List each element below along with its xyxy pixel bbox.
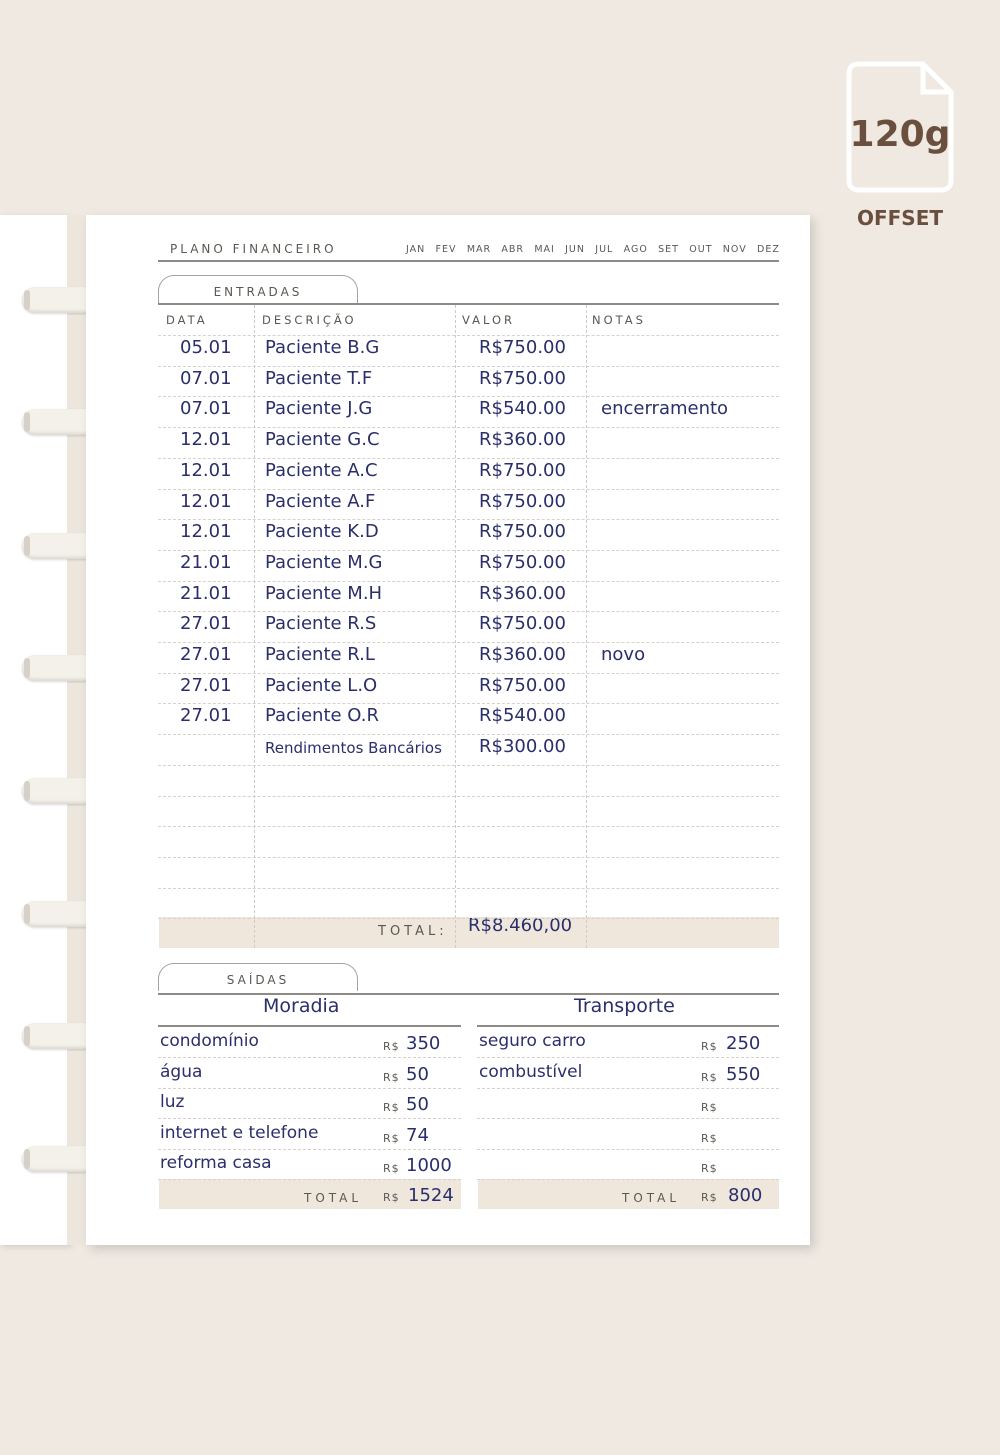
row-line xyxy=(158,335,779,336)
row-line xyxy=(158,489,779,490)
entradas-cell-data: 27.01 xyxy=(180,674,232,696)
row-line xyxy=(158,581,779,582)
moradia-value: 50 xyxy=(406,1094,429,1115)
entradas-total-label: TOTAL: xyxy=(378,924,448,939)
entradas-total-value: R$8.460,00 xyxy=(468,915,573,936)
transporte-row-line xyxy=(477,1057,779,1058)
transporte-currency: R$ xyxy=(701,1101,718,1114)
month-selector xyxy=(406,244,780,255)
entradas-divider xyxy=(158,303,779,305)
entradas-cell-descricao: Paciente A.F xyxy=(265,490,376,512)
entradas-cell-data: 07.01 xyxy=(180,367,232,389)
month-out[interactable]: OUT xyxy=(689,244,713,255)
moradia-value: 1000 xyxy=(406,1155,452,1176)
moradia-value: 74 xyxy=(406,1124,429,1146)
moradia-item: internet e telefone xyxy=(160,1122,319,1143)
entradas-cell-data: 07.01 xyxy=(180,398,232,420)
transporte-row-line xyxy=(477,1149,779,1150)
entradas-cell-valor: R$360.00 xyxy=(479,429,566,451)
transporte-currency: R$ xyxy=(701,1131,718,1145)
row-line xyxy=(158,765,779,766)
month-jan[interactable]: JAN xyxy=(406,244,426,255)
row-line xyxy=(158,366,779,367)
entradas-cell-descricao: Paciente R.L xyxy=(265,644,375,665)
tab-entradas: ENTRADAS xyxy=(158,275,358,303)
entradas-cell-notas: encerramento xyxy=(601,398,729,420)
header-divider xyxy=(158,260,779,262)
row-line xyxy=(158,857,779,858)
entradas-cell-descricao: Paciente R.S xyxy=(265,613,377,635)
entradas-cell-data: 12.01 xyxy=(180,429,232,451)
row-line xyxy=(158,396,779,397)
entradas-cell-descricao: Paciente L.O xyxy=(265,674,378,696)
moradia-row-line xyxy=(158,1179,461,1180)
row-line xyxy=(158,826,779,827)
month-dez[interactable]: DEZ xyxy=(757,244,780,255)
entradas-cell-descricao: Paciente A.C xyxy=(265,459,378,481)
entradas-cell-descricao: Paciente G.C xyxy=(265,429,380,451)
binder-spine xyxy=(67,215,86,1245)
row-line xyxy=(158,734,779,735)
entradas-cell-descricao: Paciente K.D xyxy=(265,521,379,543)
entradas-cell-descricao: Paciente M.G xyxy=(265,551,383,573)
entradas-cell-valor: R$750.00 xyxy=(479,367,566,389)
moradia-item: reforma casa xyxy=(160,1153,272,1173)
transporte-title: Transporte xyxy=(574,995,675,1017)
moradia-currency: R$ xyxy=(383,1070,400,1084)
entradas-cell-valor: R$360.00 xyxy=(479,644,566,665)
month-set[interactable]: SET xyxy=(658,244,679,255)
column-line xyxy=(254,305,255,948)
entradas-cell-valor: R$750.00 xyxy=(479,337,566,358)
transporte-value: 250 xyxy=(726,1033,761,1054)
column-line xyxy=(455,305,456,948)
transporte-total-label: TOTAL xyxy=(622,1191,681,1205)
paper-weight: 120g xyxy=(849,114,951,155)
entradas-cell-data: 21.01 xyxy=(180,551,232,573)
entradas-cell-descricao: Rendimentos Bancários xyxy=(265,739,442,758)
entradas-cell-valor: R$750.00 xyxy=(479,613,566,635)
transporte-divider xyxy=(477,1025,779,1027)
transporte-value: 550 xyxy=(726,1063,761,1085)
entradas-cell-data: 12.01 xyxy=(180,459,232,481)
entradas-cell-data: 12.01 xyxy=(180,490,232,512)
entradas-cell-descricao: Paciente B.G xyxy=(265,337,380,358)
moradia-currency: R$ xyxy=(383,1040,400,1053)
entradas-cell-data: 21.01 xyxy=(180,582,232,604)
column-header-data: DATA xyxy=(166,313,208,327)
entradas-cell-valor: R$300.00 xyxy=(479,736,566,758)
transporte-total-value: 800 xyxy=(728,1185,763,1206)
month-fev[interactable]: FEV xyxy=(435,244,457,255)
moradia-row-line xyxy=(158,1149,461,1150)
month-jul[interactable]: JUL xyxy=(595,244,614,255)
tab-saidas: SAÍDAS xyxy=(158,963,358,991)
transporte-item: combustível xyxy=(479,1061,583,1082)
planner-page xyxy=(86,215,810,1245)
transporte-item: seguro carro xyxy=(479,1031,586,1051)
entradas-cell-data: 05.01 xyxy=(180,337,232,358)
moradia-row-line xyxy=(158,1088,461,1089)
row-line xyxy=(158,458,779,459)
month-abr[interactable]: ABR xyxy=(501,244,525,255)
transporte-row-line xyxy=(477,1118,779,1119)
entradas-cell-valor: R$540.00 xyxy=(479,705,566,727)
moradia-currency: R$ xyxy=(383,1101,400,1114)
paper-type-label: OFFSET xyxy=(856,206,944,230)
entradas-cell-valor: R$540.00 xyxy=(479,398,566,420)
moradia-row-line xyxy=(158,1118,461,1119)
entradas-cell-valor: R$750.00 xyxy=(479,459,566,481)
row-line xyxy=(158,611,779,612)
entradas-cell-valor: R$750.00 xyxy=(479,551,566,573)
transporte-row-line xyxy=(477,1088,779,1089)
entradas-cell-data: 12.01 xyxy=(180,521,232,543)
column-header-descricao: DESCRIÇÃO xyxy=(262,313,357,327)
moradia-currency: R$ xyxy=(383,1131,400,1145)
moradia-row-line xyxy=(158,1057,461,1058)
moradia-value: 50 xyxy=(406,1063,429,1085)
column-header-notas: NOTAS xyxy=(592,313,646,327)
row-line xyxy=(158,888,779,889)
moradia-total-label: TOTAL xyxy=(304,1191,363,1205)
page-title: PLANO FINANCEIRO xyxy=(170,242,337,256)
entradas-cell-valor: R$750.00 xyxy=(479,490,566,512)
column-line xyxy=(586,305,587,948)
column-header-valor: VALOR xyxy=(462,313,516,327)
transporte-row-line xyxy=(477,1179,779,1180)
transporte-currency: R$ xyxy=(701,1070,718,1084)
moradia-item: condomínio xyxy=(160,1031,259,1051)
moradia-currency: R$ xyxy=(383,1162,400,1175)
transporte-currency: R$ xyxy=(701,1162,718,1175)
transporte-currency: R$ xyxy=(701,1040,718,1053)
month-mai[interactable]: MAI xyxy=(534,244,555,255)
row-line xyxy=(158,642,779,643)
moradia-item: água xyxy=(160,1061,203,1082)
moradia-title: Moradia xyxy=(263,995,340,1017)
entradas-cell-valor: R$750.00 xyxy=(479,674,566,696)
moradia-item: luz xyxy=(160,1092,185,1112)
moradia-total-currency: R$ xyxy=(383,1191,400,1204)
row-line xyxy=(158,703,779,704)
row-line xyxy=(158,918,779,919)
row-line xyxy=(158,427,779,428)
row-line xyxy=(158,673,779,674)
row-line xyxy=(158,796,779,797)
entradas-cell-descricao: Paciente M.H xyxy=(265,582,383,604)
moradia-total-value: 1524 xyxy=(408,1185,454,1206)
entradas-cell-data: 27.01 xyxy=(180,705,232,727)
back-page xyxy=(0,215,70,1245)
entradas-cell-descricao: Paciente O.R xyxy=(265,705,379,727)
month-jun[interactable]: JUN xyxy=(565,244,585,255)
month-nov[interactable]: NOV xyxy=(722,244,747,255)
row-line xyxy=(158,550,779,551)
entradas-cell-descricao: Paciente J.G xyxy=(265,398,373,420)
transporte-total-currency: R$ xyxy=(701,1191,718,1204)
entradas-cell-valor: R$750.00 xyxy=(479,521,566,543)
entradas-cell-data: 27.01 xyxy=(180,644,232,665)
saidas-divider xyxy=(158,993,779,995)
entradas-cell-valor: R$360.00 xyxy=(479,582,566,604)
moradia-divider xyxy=(158,1025,461,1027)
row-line xyxy=(158,519,779,520)
moradia-value: 350 xyxy=(406,1033,441,1054)
entradas-cell-notas: novo xyxy=(601,644,646,665)
month-ago[interactable]: AGO xyxy=(623,244,648,255)
entradas-cell-data: 27.01 xyxy=(180,613,232,635)
entradas-cell-descricao: Paciente T.F xyxy=(265,367,373,389)
month-mar[interactable]: MAR xyxy=(466,244,492,255)
